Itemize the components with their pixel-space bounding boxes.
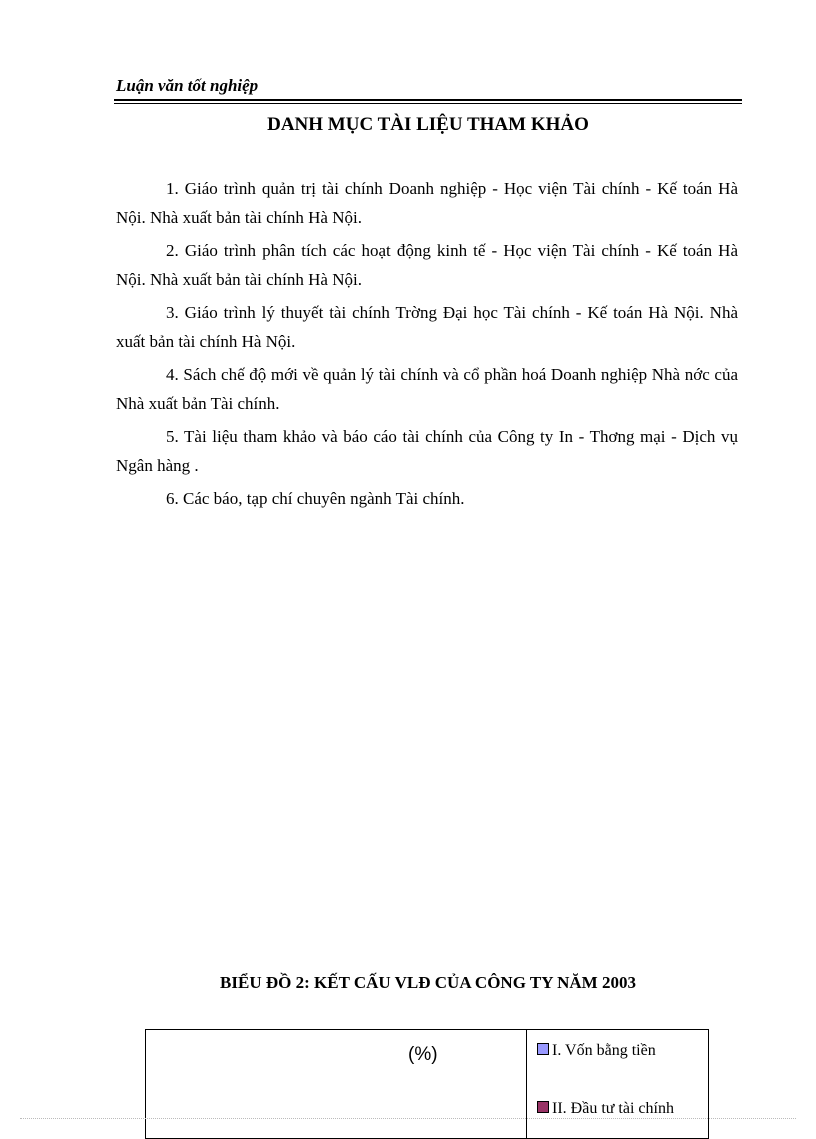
header-rule-thick (114, 99, 742, 101)
page-title: DANH MỤC TÀI LIỆU THAM KHẢO (267, 114, 589, 135)
legend-item-von-bang-tien (537, 1042, 656, 1060)
chart-unit-label: (%) (408, 1044, 438, 1065)
legend-item-dau-tu-tai-chinh (537, 1100, 674, 1118)
header-rule-thin (114, 103, 742, 104)
legend-swatch (537, 1043, 549, 1055)
chart-title: BIỂU ĐỒ 2: KẾT CẤU VLĐ CỦA CÔNG TY NĂM 2003 (220, 973, 636, 992)
reference-item: 4. Sách chế độ mới về quản lý tài chính và cổ phần hoá Doanh nghiệp Nhà nớc của Nhà xuất bản Tài chính. (116, 365, 738, 413)
reference-item: 1. Giáo trình quản trị tài chính Doanh nghiệp - Học viện Tài chính - Kế toán Hà Nội. Nhà xuất bản tài chính Hà Nội. (116, 179, 738, 227)
legend-swatch (537, 1101, 549, 1113)
reference-list (116, 174, 738, 517)
reference-item: 3. Giáo trình lý thuyết tài chính Trờng Đại học Tài chính - Kế toán Hà Nội. Nhà xuất bản tài chính Hà Nội. (116, 303, 738, 351)
reference-item: 5. Tài liệu tham khảo và báo cáo tài chính của Công ty In - Thơng mại - Dịch vụ Ngân hàng . (116, 427, 738, 475)
chart-legend (526, 1030, 708, 1138)
running-header: Luận văn tốt nghiệp (116, 76, 259, 95)
chart-plot-area (146, 1030, 526, 1138)
page-bottom-divider (20, 1118, 796, 1119)
reference-item: 6. Các báo, tạp chí chuyên ngành Tài chính. (166, 489, 465, 508)
legend-label: II. Đầu tư tài chính (552, 1100, 674, 1117)
reference-item: 2. Giáo trình phân tích các hoạt động kinh tế - Học viện Tài chính - Kế toán Hà Nội. Nhà xuất bản tài chính Hà Nội. (116, 241, 738, 289)
legend-label: I. Vốn bằng tiền (552, 1042, 656, 1059)
